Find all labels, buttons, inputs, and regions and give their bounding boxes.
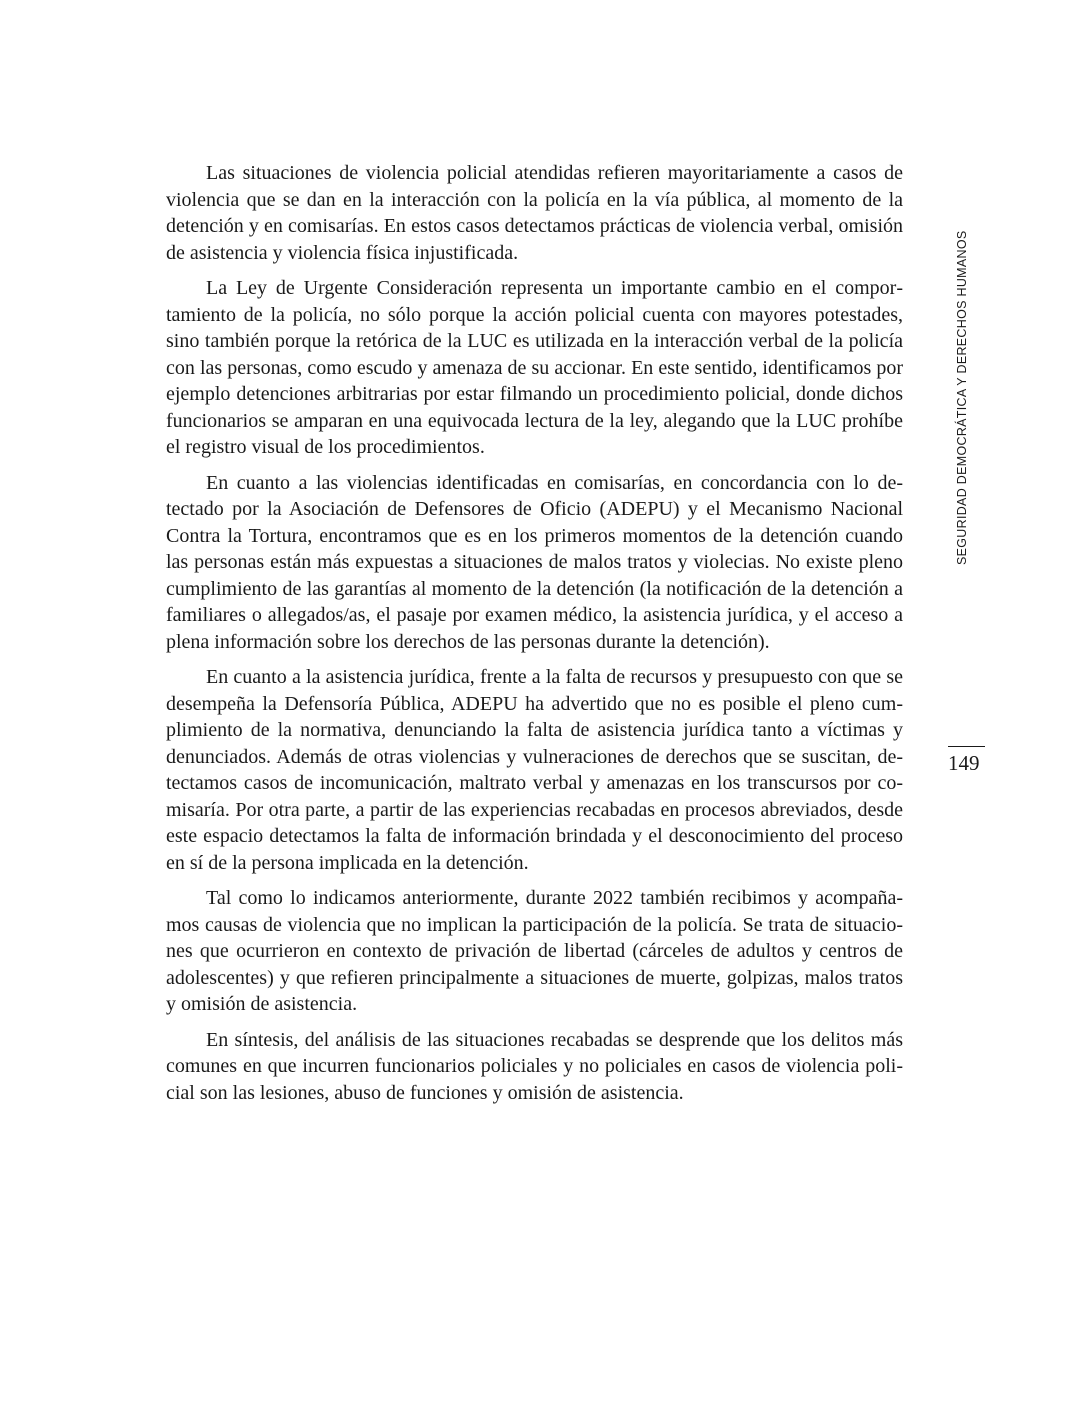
- paragraph-3: En cuanto a las violencias identificadas en comisarías, en concordancia con lo detectado por la Asociación de Defensores de Oficio (ADEPU) y el Mecanismo Nacional Contra la Tortura, encontramos que es en los primeros momentos de la detención cuando las personas están más expuestas a situaciones de malos tratos y violecias. No existe pleno cumplimiento de las garantías al momento de la detención (la notificación de la detención a familiares o allegados/as, el pasaje por examen médico, la asistencia jurídica, y el acceso a plena información sobre los derechos de las personas durante la detención).: [166, 471, 903, 653]
- paragraph-6: En síntesis, del análisis de las situaciones recabadas se desprende que los delitos más comunes en que incurren funcionarios policiales y no policiales en casos de violencia policial son las lesiones, abuso de funciones y omisión de asistencia.: [166, 1028, 903, 1104]
- paragraph-4: En cuanto a la asistencia jurídica, frente a la falta de recursos y presupuesto con que se desempeña la Defensoría Pública, ADEPU ha advertido que no es posible el pleno cumplimiento de la normativa, denunciando la falta de asistencia jurídica tanto a víctimas y denunciados. Además de otras violencias y vulneraciones de derechos que se suscitan, detectamos casos de incomunicación, maltrato verbal y amenazas en los transcursos por comisaría. Por otra parte, a partir de las experiencias recabadas en procesos abreviados, desde este espacio detectamos la falta de información brindada y el desconocimiento del proceso en sí de la persona implicada en la detención.: [166, 666, 903, 874]
- paragraph-5: Tal como lo indicamos anteriormente, durante 2022 también recibimos y acompañamos causas de violencia que no implican la participación de la policía. Se trata de situaciones que ocurrieron en contexto de privación de libertad (cárceles de adultos y centros de adolescentes) y que refieren principalmente a situaciones de muerte, golpizas, malos tratos y omisión de asistencia.: [166, 887, 903, 1015]
- page-number-rule: [948, 746, 985, 747]
- body-text: [166, 160, 903, 1115]
- running-section-title: SEGURIDAD DEMOCRÁTICA Y DERECHOS HUMANOS: [955, 230, 969, 565]
- paragraph-1: Las situaciones de violencia policial atendidas refieren mayoritariamente a casos de violencia que se dan en la interacción con la policía en la vía pública, al momento de la detención y en comisarías. En estos casos detectamos prácticas de violencia verbal, omisión de asistencia y violencia física injustificada.: [166, 162, 903, 264]
- paragraph-2: La Ley de Urgente Consideración representa un importante cambio en el comportamiento de la policía, no sólo porque la acción policial cuenta con mayores potestades, sino también porque la retórica de la LUC es utilizada en la interacción verbal de la policía con las personas, como escudo y amenaza de su accionar. En este sentido, identificamos por ejemplo detenciones arbitrarias por estar filmando un procedimiento policial, donde dichos funcionarios se amparan en una equivocada lectura de la ley, alegando que la LUC prohíbe el registro visual de los procedimientos.: [166, 277, 903, 458]
- page-number: 149: [948, 751, 980, 775]
